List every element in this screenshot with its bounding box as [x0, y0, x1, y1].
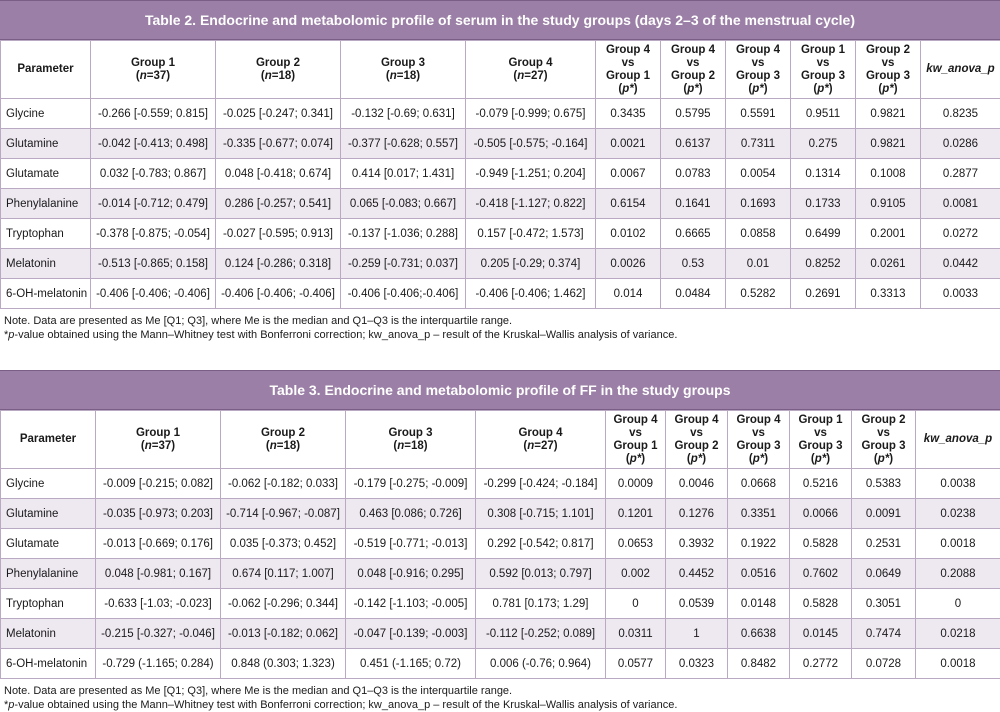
p-value-cell: 0.1276: [666, 499, 728, 529]
header-parameter: Parameter: [1, 411, 96, 469]
p-value-cell: 0.3932: [666, 529, 728, 559]
kw-anova-cell: 0.0018: [916, 529, 1000, 559]
p-value-cell: 0.5591: [726, 99, 791, 129]
header-group-3-count: =18: [404, 440, 424, 452]
header-g2-vs-g3: Group 2 vs Group 3 (p*): [856, 41, 921, 99]
header-g4-vs-g1-p: p*: [622, 83, 634, 95]
table-row: [1, 249, 1000, 279]
table-row: [1, 529, 1000, 559]
p-value-cell: 0.1201: [606, 499, 666, 529]
header-group-4: Group 4 (n=27): [476, 411, 606, 469]
p-value-cell: 0.6665: [661, 219, 726, 249]
parameter-cell: Phenylalanine: [1, 189, 91, 219]
group-value-cell: -0.335 [-0.677; 0.074]: [216, 129, 341, 159]
header-g4-vs-g2: Group 4 vs Group 2 (p*): [666, 411, 728, 469]
group-value-cell: -0.062 [-0.182; 0.033]: [221, 469, 346, 499]
group-value-cell: 0.292 [-0.542; 0.817]: [476, 529, 606, 559]
p-value-cell: 0.8482: [728, 649, 790, 679]
header-group-2-count: =18: [277, 440, 297, 452]
parameter-cell: 6-OH-melatonin: [1, 279, 91, 309]
p-value-cell: 0.0539: [666, 589, 728, 619]
p-value-cell: 0.3435: [596, 99, 661, 129]
group-value-cell: -0.266 [-0.559; 0.815]: [91, 99, 216, 129]
kw-anova-cell: 0: [916, 589, 1000, 619]
table-2-body: [1, 99, 1000, 309]
table-2-title: Table 2. Endocrine and metabolomic profile of serum in the study groups (days 2–3 of the menstrual cycle): [0, 0, 1000, 40]
group-value-cell: -0.112 [-0.252; 0.089]: [476, 619, 606, 649]
group-value-cell: 0.048 [-0.418; 0.674]: [216, 159, 341, 189]
p-value-cell: 0: [606, 589, 666, 619]
p-value-cell: 0.275: [791, 129, 856, 159]
group-value-cell: 0.048 [-0.981; 0.167]: [96, 559, 221, 589]
p-value-cell: 0.5795: [661, 99, 726, 129]
header-g4-vs-g1: Group 4 vs Group 1 (p*): [606, 411, 666, 469]
header-g4-vs-g2-vs: vs: [690, 427, 703, 439]
p-value-cell: 0.5216: [790, 469, 852, 499]
header-g4-vs-g3-a: Group 4: [736, 44, 780, 56]
parameter-cell: Glutamine: [1, 499, 96, 529]
header-g1-vs-g3-p: p*: [817, 83, 829, 95]
group-value-cell: 0.308 [-0.715; 1.101]: [476, 499, 606, 529]
group-value-cell: -0.406 [-0.406; 1.462]: [466, 279, 596, 309]
header-group-1-label: Group 1: [136, 427, 180, 439]
header-g4-vs-g3-p: p*: [753, 453, 765, 465]
group-value-cell: 0.048 [-0.916; 0.295]: [346, 559, 476, 589]
header-group-3: Group 3 (n=18): [341, 41, 466, 99]
p-value-cell: 0.0728: [852, 649, 916, 679]
table-row: [1, 589, 1000, 619]
table-row: [1, 219, 1000, 249]
p-value-cell: 0.0516: [728, 559, 790, 589]
header-kw-anova: kw_anova_p: [921, 41, 1000, 99]
kw-anova-cell: 0.0286: [921, 129, 1000, 159]
p-value-cell: 0.2691: [791, 279, 856, 309]
table-3-grid: [0, 410, 1000, 679]
group-value-cell: -0.519 [-0.771; -0.013]: [346, 529, 476, 559]
p-value-cell: 0.0067: [596, 159, 661, 189]
group-value-cell: -0.729 (-1.165; 0.284): [96, 649, 221, 679]
group-value-cell: 0.032 [-0.783; 0.867]: [91, 159, 216, 189]
group-value-cell: -0.042 [-0.413; 0.498]: [91, 129, 216, 159]
group-value-cell: -0.406 [-0.406;-0.406]: [341, 279, 466, 309]
parameter-cell: Tryptophan: [1, 589, 96, 619]
group-value-cell: -0.132 [-0.69; 0.631]: [341, 99, 466, 129]
group-value-cell: -0.513 [-0.865; 0.158]: [91, 249, 216, 279]
group-value-cell: -0.259 [-0.731; 0.037]: [341, 249, 466, 279]
p-value-cell: 0.0577: [606, 649, 666, 679]
table-3-body: [1, 469, 1000, 679]
header-group-1: Group 1 (n=37): [96, 411, 221, 469]
header-group-1-label: Group 1: [131, 57, 175, 69]
parameter-cell: Glutamine: [1, 129, 91, 159]
header-g4-vs-g2-b: Group 2: [674, 440, 718, 452]
p-value-cell: 0.0323: [666, 649, 728, 679]
header-kw-anova: kw_anova_p: [916, 411, 1000, 469]
p-value-cell: 0.7474: [852, 619, 916, 649]
p-value-cell: 0.1922: [728, 529, 790, 559]
header-g4-vs-g3-vs: vs: [752, 427, 765, 439]
parameter-cell: Glycine: [1, 99, 91, 129]
header-group-1-n: n: [145, 440, 152, 452]
p-value-cell: 0.0066: [790, 499, 852, 529]
header-group-2: Group 2 (n=18): [216, 41, 341, 99]
header-g2-vs-g3-vs: vs: [877, 427, 890, 439]
header-g4-vs-g1-a: Group 4: [613, 414, 657, 426]
header-group-4-n: n: [527, 440, 534, 452]
p-value-cell: 0.6638: [728, 619, 790, 649]
p-value-cell: 0.0145: [790, 619, 852, 649]
header-group-1: Group 1 (n=37): [91, 41, 216, 99]
header-g2-vs-g3-a: Group 2: [866, 44, 910, 56]
table-2-note-text: -value obtained using the Mann–Whitney test with Bonferroni correction; kw_anova_p – result of the Kruskal–Wallis analysis of variance.: [14, 329, 677, 341]
table-2-note-p: p: [8, 329, 14, 341]
group-value-cell: -0.035 [-0.973; 0.203]: [96, 499, 221, 529]
group-value-cell: -0.505 [-0.575; -0.164]: [466, 129, 596, 159]
table-row: [1, 99, 1000, 129]
p-value-cell: 0.5383: [852, 469, 916, 499]
table-2-note-line-1: Note. Data are presented as Me [Q1; Q3], where Me is the median and Q1–Q3 is the interquartile range.: [4, 314, 996, 328]
group-value-cell: -0.406 [-0.406; -0.406]: [216, 279, 341, 309]
header-group-3-label: Group 3: [381, 57, 425, 69]
p-value-cell: 0.0311: [606, 619, 666, 649]
header-group-2-count: =18: [272, 70, 292, 82]
p-value-cell: 0.5828: [790, 589, 852, 619]
p-value-cell: 0.01: [726, 249, 791, 279]
p-value-cell: 0.0649: [852, 559, 916, 589]
header-g4-vs-g2-a: Group 4: [671, 44, 715, 56]
header-g4-vs-g2-b: Group 2: [671, 70, 715, 82]
parameter-cell: Glycine: [1, 469, 96, 499]
header-g4-vs-g3-b: Group 3: [736, 440, 780, 452]
group-value-cell: -0.062 [-0.296; 0.344]: [221, 589, 346, 619]
header-group-2-n: n: [270, 440, 277, 452]
table-row: [1, 159, 1000, 189]
table-2-note-line-2: [4, 328, 996, 342]
group-value-cell: -0.025 [-0.247; 0.341]: [216, 99, 341, 129]
p-value-cell: 0.8252: [791, 249, 856, 279]
group-value-cell: 0.781 [0.173; 1.29]: [476, 589, 606, 619]
p-value-cell: 0.1641: [661, 189, 726, 219]
header-group-2-label: Group 2: [261, 427, 305, 439]
header-g2-vs-g3-b: Group 3: [861, 440, 905, 452]
group-value-cell: -0.377 [-0.628; 0.557]: [341, 129, 466, 159]
p-value-cell: 0.0026: [596, 249, 661, 279]
p-value-cell: 0.6137: [661, 129, 726, 159]
p-value-cell: 0.0148: [728, 589, 790, 619]
header-g2-vs-g3-vs: vs: [882, 57, 895, 69]
header-g2-vs-g3: Group 2 vs Group 3 (p*): [852, 411, 916, 469]
table-row: [1, 279, 1000, 309]
kw-anova-cell: 0.0081: [921, 189, 1000, 219]
header-group-3: Group 3 (n=18): [346, 411, 476, 469]
p-value-cell: 0.9105: [856, 189, 921, 219]
group-value-cell: 0.463 [0.086; 0.726]: [346, 499, 476, 529]
group-value-cell: 0.592 [0.013; 0.797]: [476, 559, 606, 589]
header-group-2-label: Group 2: [256, 57, 300, 69]
kw-anova-cell: 0.8235: [921, 99, 1000, 129]
header-g4-vs-g1-b: Group 1: [606, 70, 650, 82]
kw-anova-cell: 0.0218: [916, 619, 1000, 649]
header-group-3-n: n: [390, 70, 397, 82]
header-g4-vs-g3-vs: vs: [752, 57, 765, 69]
group-value-cell: -0.013 [-0.669; 0.176]: [96, 529, 221, 559]
parameter-cell: Phenylalanine: [1, 559, 96, 589]
p-value-cell: 0.2772: [790, 649, 852, 679]
p-value-cell: 0.002: [606, 559, 666, 589]
header-g4-vs-g1-p: p*: [630, 453, 642, 465]
kw-anova-cell: 0.2877: [921, 159, 1000, 189]
header-g4-vs-g1-vs: vs: [629, 427, 642, 439]
header-group-4-count: =27: [534, 440, 554, 452]
table-row: [1, 469, 1000, 499]
group-value-cell: -0.179 [-0.275; -0.009]: [346, 469, 476, 499]
header-g4-vs-g1-a: Group 4: [606, 44, 650, 56]
table-2-header-row: [1, 41, 1000, 99]
p-value-cell: 0.0668: [728, 469, 790, 499]
header-g2-vs-g3-p: p*: [878, 453, 890, 465]
p-value-cell: 0.53: [661, 249, 726, 279]
header-g4-vs-g2-vs: vs: [687, 57, 700, 69]
table-3-note-asterisk: *: [4, 699, 8, 711]
p-value-cell: 0.6499: [791, 219, 856, 249]
parameter-cell: Glutamate: [1, 529, 96, 559]
group-value-cell: 0.006 (-0.76; 0.964): [476, 649, 606, 679]
p-value-cell: 0.0054: [726, 159, 791, 189]
header-g1-vs-g3-b: Group 3: [798, 440, 842, 452]
group-value-cell: -0.027 [-0.595; 0.913]: [216, 219, 341, 249]
table-3-note-p: p: [8, 699, 14, 711]
header-group-3-label: Group 3: [388, 427, 432, 439]
p-value-cell: 0.3351: [728, 499, 790, 529]
group-value-cell: 0.674 [0.117; 1.007]: [221, 559, 346, 589]
p-value-cell: 0.7311: [726, 129, 791, 159]
p-value-cell: 0.5828: [790, 529, 852, 559]
header-g1-vs-g3: Group 1 vs Group 3 (p*): [791, 41, 856, 99]
header-g1-vs-g3: Group 1 vs Group 3 (p*): [790, 411, 852, 469]
p-value-cell: 0.3313: [856, 279, 921, 309]
table-row: [1, 559, 1000, 589]
group-value-cell: -0.378 [-0.875; -0.054]: [91, 219, 216, 249]
header-group-3-n: n: [397, 440, 404, 452]
p-value-cell: 0.2001: [856, 219, 921, 249]
p-value-cell: 0.5282: [726, 279, 791, 309]
p-value-cell: 0.0046: [666, 469, 728, 499]
kw-anova-cell: 0.0038: [916, 469, 1000, 499]
header-group-3-count: =18: [397, 70, 417, 82]
group-value-cell: -0.418 [-1.127; 0.822]: [466, 189, 596, 219]
group-value-cell: -0.047 [-0.139; -0.003]: [346, 619, 476, 649]
header-g4-vs-g2-p: p*: [691, 453, 703, 465]
header-g4-vs-g2-p: p*: [687, 83, 699, 95]
p-value-cell: 0.0858: [726, 219, 791, 249]
table-3-note-line-1: Note. Data are presented as Me [Q1; Q3], where Me is the median and Q1–Q3 is the interquartile range.: [4, 684, 996, 698]
kw-anova-cell: 0.0238: [916, 499, 1000, 529]
group-value-cell: -0.137 [-1.036; 0.288]: [341, 219, 466, 249]
p-value-cell: 0.4452: [666, 559, 728, 589]
p-value-cell: 0.0009: [606, 469, 666, 499]
kw-anova-cell: 0.0018: [916, 649, 1000, 679]
parameter-cell: Melatonin: [1, 619, 96, 649]
table-row: [1, 649, 1000, 679]
table-3-note: [0, 679, 1000, 712]
p-value-cell: 0.9821: [856, 99, 921, 129]
header-group-4-n: n: [517, 70, 524, 82]
header-g2-vs-g3-p: p*: [882, 83, 894, 95]
p-value-cell: 0.014: [596, 279, 661, 309]
header-g4-vs-g2-a: Group 4: [674, 414, 718, 426]
header-group-1-count: =37: [152, 440, 172, 452]
header-g4-vs-g3: Group 4 vs Group 3 (p*): [728, 411, 790, 469]
group-value-cell: 0.414 [0.017; 1.431]: [341, 159, 466, 189]
group-value-cell: -0.633 [-1.03; -0.023]: [96, 589, 221, 619]
p-value-cell: 0.7602: [790, 559, 852, 589]
group-value-cell: -0.079 [-0.999; 0.675]: [466, 99, 596, 129]
header-g4-vs-g1-vs: vs: [622, 57, 635, 69]
header-g1-vs-g3-vs: vs: [817, 57, 830, 69]
table-3: [0, 370, 1000, 712]
p-value-cell: 0.0484: [661, 279, 726, 309]
header-group-4-count: =27: [524, 70, 544, 82]
group-value-cell: 0.035 [-0.373; 0.452]: [221, 529, 346, 559]
group-value-cell: -0.949 [-1.251; 0.204]: [466, 159, 596, 189]
p-value-cell: 0.0091: [852, 499, 916, 529]
header-g4-vs-g3-a: Group 4: [736, 414, 780, 426]
group-value-cell: -0.013 [-0.182; 0.062]: [221, 619, 346, 649]
header-g1-vs-g3-a: Group 1: [798, 414, 842, 426]
header-group-1-count: =37: [147, 70, 167, 82]
kw-anova-cell: 0.0272: [921, 219, 1000, 249]
table-2-note: [0, 309, 1000, 342]
p-value-cell: 0.2531: [852, 529, 916, 559]
p-value-cell: 0.0783: [661, 159, 726, 189]
table-3-title: Table 3. Endocrine and metabolomic profile of FF in the study groups: [0, 370, 1000, 410]
p-value-cell: 0.6154: [596, 189, 661, 219]
group-value-cell: -0.714 [-0.967; -0.087]: [221, 499, 346, 529]
p-value-cell: 0.0261: [856, 249, 921, 279]
header-g1-vs-g3-vs: vs: [814, 427, 827, 439]
header-group-4-label: Group 4: [518, 427, 562, 439]
table-3-header-row: [1, 411, 1000, 469]
p-value-cell: 0.3051: [852, 589, 916, 619]
p-value-cell: 0.9821: [856, 129, 921, 159]
group-value-cell: 0.286 [-0.257; 0.541]: [216, 189, 341, 219]
table-row: [1, 189, 1000, 219]
header-g1-vs-g3-a: Group 1: [801, 44, 845, 56]
group-value-cell: 0.124 [-0.286; 0.318]: [216, 249, 341, 279]
p-value-cell: 0.1008: [856, 159, 921, 189]
kw-anova-cell: 0.0442: [921, 249, 1000, 279]
group-value-cell: 0.451 (-1.165; 0.72): [346, 649, 476, 679]
header-group-2-n: n: [265, 70, 272, 82]
p-value-cell: 0.1314: [791, 159, 856, 189]
header-g2-vs-g3-a: Group 2: [861, 414, 905, 426]
table-row: [1, 499, 1000, 529]
header-parameter: Parameter: [1, 41, 91, 99]
table-row: [1, 129, 1000, 159]
header-g4-vs-g2: Group 4 vs Group 2 (p*): [661, 41, 726, 99]
group-value-cell: 0.065 [-0.083; 0.667]: [341, 189, 466, 219]
p-value-cell: 0.1693: [726, 189, 791, 219]
header-g2-vs-g3-b: Group 3: [866, 70, 910, 82]
group-value-cell: 0.848 (0.303; 1.323): [221, 649, 346, 679]
parameter-cell: Melatonin: [1, 249, 91, 279]
p-value-cell: 0.9511: [791, 99, 856, 129]
header-group-4-label: Group 4: [508, 57, 552, 69]
header-g1-vs-g3-b: Group 3: [801, 70, 845, 82]
group-value-cell: -0.406 [-0.406; -0.406]: [91, 279, 216, 309]
group-value-cell: -0.215 [-0.327; -0.046]: [96, 619, 221, 649]
header-g4-vs-g1-b: Group 1: [613, 440, 657, 452]
p-value-cell: 0.0653: [606, 529, 666, 559]
group-value-cell: 0.205 [-0.29; 0.374]: [466, 249, 596, 279]
parameter-cell: Tryptophan: [1, 219, 91, 249]
header-g4-vs-g3: Group 4 vs Group 3 (p*): [726, 41, 791, 99]
header-group-4: Group 4 (n=27): [466, 41, 596, 99]
group-value-cell: -0.142 [-1.103; -0.005]: [346, 589, 476, 619]
header-g1-vs-g3-p: p*: [815, 453, 827, 465]
parameter-cell: Glutamate: [1, 159, 91, 189]
table-3-note-text: -value obtained using the Mann–Whitney test with Bonferroni correction; kw_anova_p – result of the Kruskal–Wallis analysis of variance.: [14, 699, 677, 711]
table-2-note-asterisk: *: [4, 329, 8, 341]
kw-anova-cell: 0.0033: [921, 279, 1000, 309]
p-value-cell: 1: [666, 619, 728, 649]
table-row: [1, 619, 1000, 649]
parameter-cell: 6-OH-melatonin: [1, 649, 96, 679]
group-value-cell: -0.014 [-0.712; 0.479]: [91, 189, 216, 219]
p-value-cell: 0.0021: [596, 129, 661, 159]
header-g4-vs-g1: Group 4 vs Group 1 (p*): [596, 41, 661, 99]
group-value-cell: 0.157 [-0.472; 1.573]: [466, 219, 596, 249]
header-group-2: Group 2 (n=18): [221, 411, 346, 469]
group-value-cell: -0.009 [-0.215; 0.082]: [96, 469, 221, 499]
p-value-cell: 0.0102: [596, 219, 661, 249]
group-value-cell: -0.299 [-0.424; -0.184]: [476, 469, 606, 499]
header-group-1-n: n: [140, 70, 147, 82]
table-2: [0, 0, 1000, 342]
table-2-grid: [0, 40, 1000, 309]
kw-anova-cell: 0.2088: [916, 559, 1000, 589]
header-g4-vs-g3-b: Group 3: [736, 70, 780, 82]
header-g4-vs-g3-p: p*: [752, 83, 764, 95]
p-value-cell: 0.1733: [791, 189, 856, 219]
